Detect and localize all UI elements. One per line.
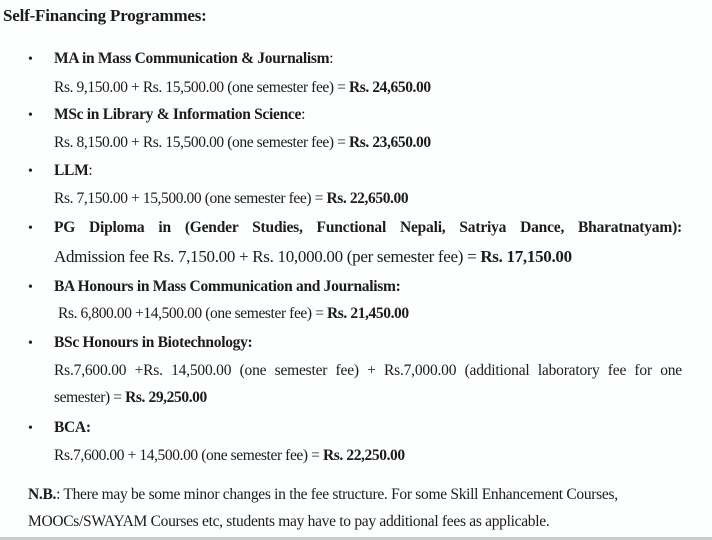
bullet-icon: •: [28, 108, 33, 123]
programme-fee: Rs. 9,150.00 + Rs. 15,500.00 (one semester fee) = Rs. 24,650.00: [54, 79, 431, 96]
programme-name: LLM:: [54, 162, 93, 179]
programme-total: Rs. 17,150.00: [480, 247, 572, 266]
bullet-icon: •: [28, 52, 33, 67]
programme-total: Rs. 21,450.00: [326, 305, 409, 322]
bullet-icon: •: [28, 164, 33, 179]
programme-name: BA Honours in Mass Communication and Journalism:: [54, 278, 401, 295]
programme-name: BCA:: [54, 419, 91, 436]
programme-fee: Rs. 8,150.00 + Rs. 15,500.00 (one semester fee) = Rs. 23,650.00: [54, 134, 431, 151]
programme-total: Rs. 23,650.00: [348, 134, 431, 151]
bullet-icon: •: [28, 280, 33, 295]
programme-total: Rs. 22,650.00: [326, 190, 409, 207]
programme-fee: Rs. 6,800.00 +14,500.00 (one semester fee) = Rs. 21,450.00: [58, 305, 409, 322]
programme-name: BSc Honours in Biotechnology:: [54, 334, 253, 351]
note-label: N.B.: [28, 486, 57, 503]
programme-fee-line: Rs.7,600.00 +Rs. 14,500.00 (one semester fee) + Rs.7,000.00 (additional laboratory fee for one: [54, 362, 682, 379]
programme-name: PG Diploma in (Gender Studies, Functional Nepali, Satriya Dance, Bharatnatyam):: [54, 219, 682, 236]
section-title: Self-Financing Programmes:: [3, 6, 207, 25]
bullet-icon: •: [28, 336, 33, 351]
bullet-icon: •: [28, 421, 33, 436]
bullet-icon: •: [28, 221, 33, 236]
programme-fee: Rs. 7,150.00 + 15,500.00 (one semester fee) = Rs. 22,650.00: [54, 190, 409, 207]
programme-fee: semester) = Rs. 29,250.00: [54, 389, 207, 406]
programme-total: Rs. 22,250.00: [322, 447, 405, 464]
programme-fee: Rs.7,600.00 + 14,500.00 (one semester fee) = Rs. 22,250.00: [54, 447, 405, 464]
note-line: N.B.: There may be some minor changes in the fee structure. For some Skill Enhancement Courses,: [28, 486, 618, 503]
programme-total: Rs. 24,650.00: [348, 79, 431, 96]
programme-name: MSc in Library & Information Science:: [54, 106, 306, 123]
programme-fee: Admission fee Rs. 7,150.00 + Rs. 10,000.00 (per semester fee) = Rs. 17,150.00: [54, 247, 572, 266]
programme-name: MA in Mass Communication & Journalism:: [54, 50, 334, 67]
note-line: MOOCs/SWAYAM Courses etc, students may have to pay additional fees as applicable.: [28, 513, 550, 530]
programme-total: Rs. 29,250.00: [125, 389, 207, 406]
